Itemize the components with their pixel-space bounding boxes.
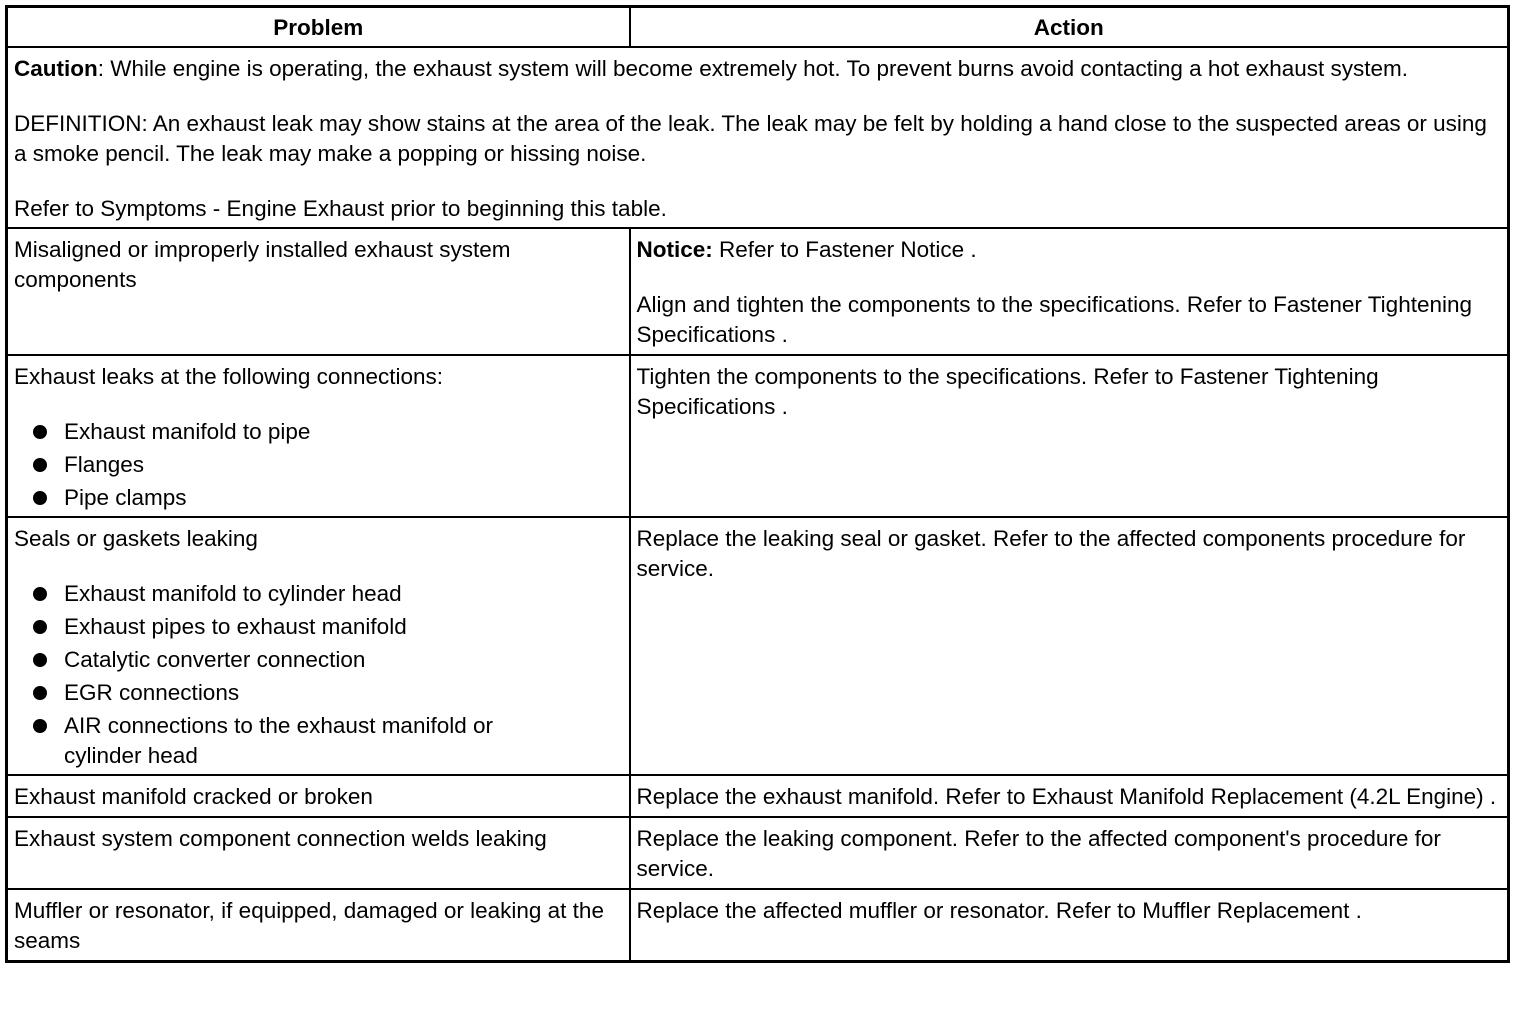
problem-cell (7, 889, 630, 962)
problem-text: Exhaust system component connection welds leaking (14, 826, 547, 851)
problem-text: Exhaust manifold cracked or broken (14, 784, 373, 809)
action-text: Replace the leaking component. Refer to the affected component's procedure for service. (636, 826, 1441, 881)
action-text: Tighten the components to the specifications. Refer to Fastener Tightening Specifications . (636, 364, 1379, 419)
list-item: Exhaust manifold to cylinder head (14, 579, 623, 609)
bullet-icon (33, 686, 47, 700)
notice-label: Notice: (636, 237, 713, 262)
action-cell (630, 517, 1509, 775)
table-row (7, 889, 1509, 962)
bullet-icon (33, 587, 47, 601)
list-item: Exhaust manifold to pipe (14, 417, 623, 447)
list-item: EGR connections (14, 678, 623, 708)
bullet-icon (33, 719, 47, 733)
action-cell (630, 889, 1509, 962)
action-text: Replace the leaking seal or gasket. Refer to the affected components procedure for service. (636, 526, 1466, 581)
caution-text: : While engine is operating, the exhaust system will become extremely hot. To prevent burns avoid contacting a hot exhaust system. (97, 56, 1409, 81)
table-row (7, 817, 1509, 889)
problem-text: Misaligned or improperly installed exhaust system components (14, 237, 511, 292)
header-problem: Problem (7, 7, 630, 48)
caution-paragraph (14, 54, 1501, 84)
action-cell (630, 355, 1509, 517)
problem-cell (7, 228, 630, 355)
list-item: Flanges (14, 450, 623, 480)
bullet-icon (33, 620, 47, 634)
problem-cell (7, 817, 630, 889)
notice-text: Refer to Fastener Notice . (712, 237, 977, 262)
problem-cell (7, 517, 630, 775)
problem-text: Exhaust leaks at the following connections: (14, 364, 444, 389)
table-row (7, 517, 1509, 775)
bullet-icon (33, 458, 47, 472)
action-text: Replace the exhaust manifold. Refer to Exhaust Manifold Replacement (4.2L Engine) . (636, 784, 1497, 809)
seal-list (14, 579, 623, 771)
action-cell (630, 817, 1509, 889)
table-row (7, 355, 1509, 517)
refer-paragraph: Refer to Symptoms - Engine Exhaust prior to beginning this table. (14, 196, 667, 221)
problem-text: Seals or gaskets leaking (14, 526, 258, 551)
action-text: Replace the affected muffler or resonator. Refer to Muffler Replacement . (636, 898, 1362, 923)
action-cell (630, 775, 1509, 817)
list-item: Catalytic converter connection (14, 645, 623, 675)
notice-paragraph (637, 235, 1502, 265)
action-cell (630, 228, 1509, 355)
list-item: AIR connections to the exhaust manifold or cylinder head (14, 711, 623, 771)
caution-label: Caution (14, 56, 98, 81)
bullet-icon (33, 491, 47, 505)
action-text: Align and tighten the components to the specifications. Refer to Fastener Tightening Specifications . (636, 292, 1473, 347)
problem-cell (7, 355, 630, 517)
problem-text: Muffler or resonator, if equipped, damaged or leaking at the seams (14, 898, 604, 953)
intro-row (7, 47, 1509, 228)
definition-paragraph: DEFINITION: An exhaust leak may show stains at the area of the leak. The leak may be felt by holding a hand close to the suspected areas or using a smoke pencil. The leak may make a popping or hissing noise. (14, 111, 1487, 166)
list-item: Exhaust pipes to exhaust manifold (14, 612, 623, 642)
bullet-icon (33, 425, 47, 439)
connection-list (14, 417, 623, 513)
bullet-icon (33, 653, 47, 667)
table-row (7, 228, 1509, 355)
diagnostic-table (5, 5, 1510, 963)
table-header-row (7, 7, 1509, 48)
problem-cell (7, 775, 630, 817)
intro-cell (7, 47, 1509, 228)
header-action: Action (630, 7, 1509, 48)
list-item: Pipe clamps (14, 483, 623, 513)
table-row (7, 775, 1509, 817)
